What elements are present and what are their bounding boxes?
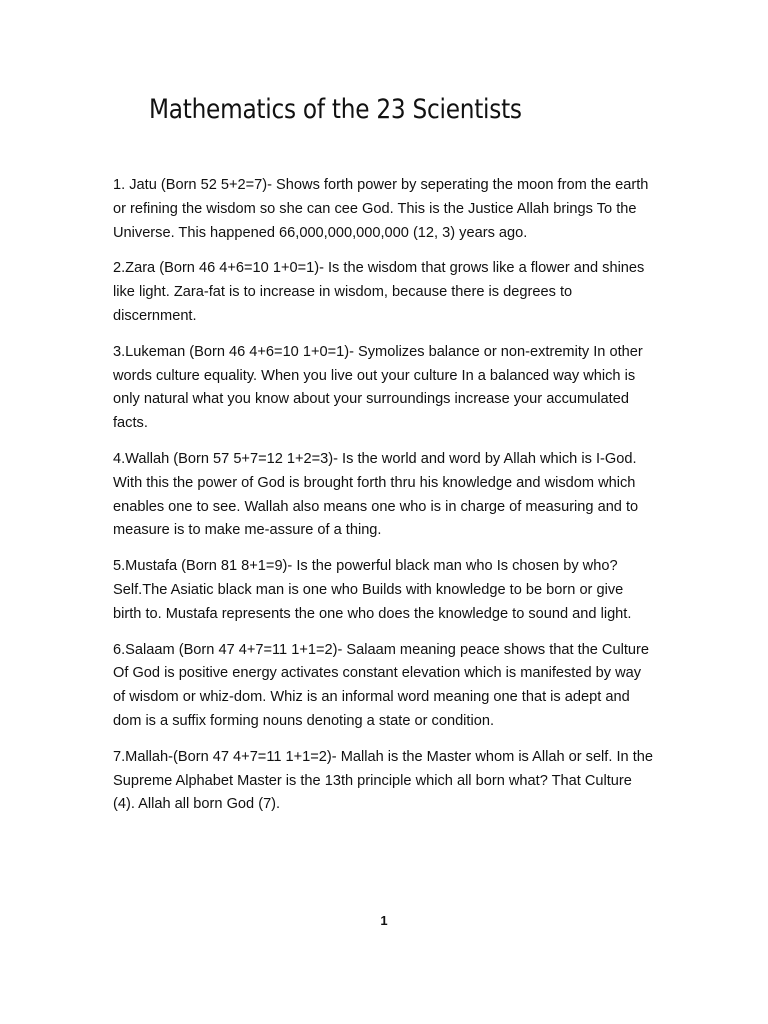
paragraph-salaam: 6.Salaam (Born 47 4+7=11 1+1=2)- Salaam meaning peace shows that the Culture Of God is positive energy activates constant elevation which is manifested by way of wisdom or whiz-dom. Whiz is an informal word meaning one that is adept and dom is a suffix forming nouns denoting a state or condition. <box>113 641 649 729</box>
page-title: Mathematics of the 23 Scientists <box>149 94 522 125</box>
paragraph-jatu: 1. Jatu (Born 52 5+2=7)- Shows forth power by seperating the moon from the earth or refining the wisdom so she can cee God. This is the Justice Allah brings To the Universe. This happened 66,000,000,000,000 (12, 3) years ago. <box>113 177 649 241</box>
paragraph-wallah: 4.Wallah (Born 57 5+7=12 1+2=3)- Is the world and word by Allah which is I-God. With this the power of God is brought forth thru his knowledge and wisdom which enables one to see. Wallah also means one who is in charge of measuring and to measure is to make me-assure of a thing. <box>113 450 639 539</box>
paragraph-mallah: 7.Mallah-(Born 47 4+7=11 1+1=2)- Mallah is the Master whom is Allah or self. In the Supreme Alphabet Master is the 13th principle which all born what? That Culture (4). Allah all born God (7). <box>113 748 653 813</box>
paragraph-zara: 2.Zara (Born 46 4+6=10 1+0=1)- Is the wisdom that grows like a flower and shines like light. Zara-fat is to increase in wisdom, because there is degrees to discernment. <box>113 260 645 324</box>
document-body <box>113 174 653 829</box>
paragraph-mustafa: 5.Mustafa (Born 81 8+1=9)- Is the powerful black man who Is chosen by who? Self.The Asiatic black man is one who Builds with knowledge to be born or give birth to. Mustafa represents the one who does the knowledge to sound and light. <box>113 558 632 622</box>
paragraph-lukeman: 3.Lukeman (Born 46 4+6=10 1+0=1)- Symolizes balance or non-extremity In other words culture equality. When you live out your culture In a balanced way which is only natural what you know about your surroundings increase your accumulated facts. <box>113 343 643 432</box>
page-number: 1 <box>380 913 388 928</box>
